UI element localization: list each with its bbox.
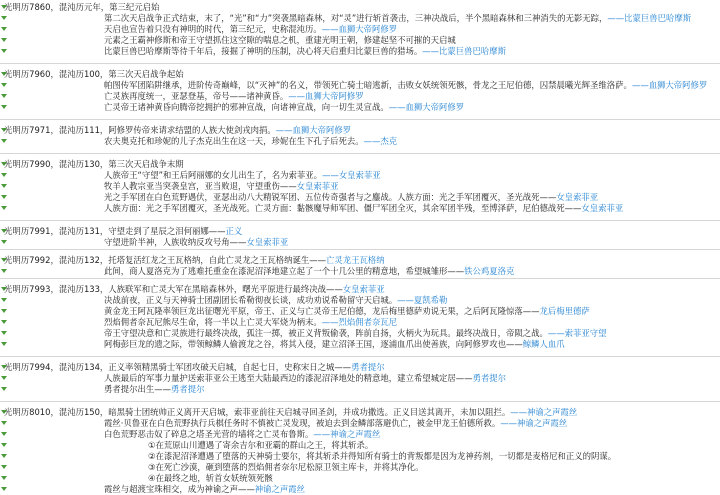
line-marker-icon [1,16,7,20]
line-text [104,80,707,91]
timeline-line [0,339,720,350]
line-text [104,339,565,350]
line-body: 霞丝与超渡宝珠相交，成为神谕之声—— [104,484,255,494]
timeline-line [0,181,720,192]
line-text [4,407,577,418]
line-body: 黄金龙王阿瓦隆率领巨龙出征曙光平原，帝王、正义与亡灵帝王尼伯德，龙后梅里德萨劝说无果，之后阿瓦隆惊落—— [104,306,540,316]
line-text [104,484,305,495]
timeline-line [0,284,720,295]
timeline-line [0,317,720,328]
timeline-line [0,192,720,203]
line-body: 人族帝王“守望”和王后阿丽娜的女儿出生了，名为索菲亚。 [104,170,323,180]
character-link[interactable]: ——神谕之声霞丝 [500,418,568,428]
timeline-line [0,46,720,57]
timeline-line [0,170,720,181]
line-text [4,284,385,295]
line-text [4,125,351,136]
timeline-line [0,13,720,24]
character-link[interactable]: 铁公鸡夏洛克 [464,266,515,276]
line-marker-icon [1,342,7,346]
timeline-line [0,136,720,147]
line-text [104,373,506,384]
line-marker-icon [1,320,7,324]
line-body: 第二次天启战争正式结束，末了，“光”和“力”突袭黑暗森林，对“灵”进行斩首袭击，三神决战后，半个黑暗森林和三神消失的无影无踪， [104,13,608,23]
line-body: 勇者提尔出生—— [104,384,171,394]
character-link[interactable]: ——神谕之声霞丝 [313,429,381,439]
line-body: 光明历7992，混沌历132，托塔复活红龙之王瓦格纳，自此亡灵龙之王瓦格纳诞生—— [4,255,327,265]
line-marker-icon [1,94,7,98]
line-body: 光明历7990，混沌历130，第三次天启战争末期 [4,159,184,169]
timeline-line [0,407,720,418]
line-body: 光明历7994，混沌历134，正义率领精黑骑士军团攻破天启城，自起七日，史称宋日之城—— [4,362,352,372]
timeline-line [0,226,720,237]
line-text [104,418,567,429]
timeline-line [0,484,720,495]
section-divider [0,153,720,154]
line-text [148,473,273,484]
timeline-line [0,266,720,277]
line-body: 光明历7993，混沌历133，人族联军和亡灵大军在黑暗森林外，曙光平原进行最终决战—— [4,284,343,294]
line-marker-icon [1,173,7,177]
line-body: ④在最终之地，斩首女妖统领死骸 [148,473,273,483]
line-body: 亡灵帝王诸神黄昏向腾帝挖拥护的邪神宣战，向诸神宣战，向一切生灵宣战。 [104,102,389,112]
line-marker-icon [1,387,7,391]
line-body: 光明历7960，混沌历100，第三次天启战争起始 [4,69,184,79]
timeline-line [0,462,720,473]
line-body: 人族方面：光之手军团覆灭，圣光战死。亡灵方面：黏骸魔导师军团、僵尸军团全灭，其余军团半残，至博泽萨，尼伯德战死—— [104,203,582,213]
timeline-line [0,440,720,451]
line-marker-icon [1,184,7,188]
timeline-line [0,237,720,248]
character-link[interactable]: 神谕之声霞丝 [254,484,305,494]
line-text [4,255,385,266]
character-link[interactable]: 女皇索菲亚 [296,181,339,191]
timeline-line [0,362,720,373]
line-marker-icon [1,298,7,302]
line-body: 守望进阶半神，人族收纳反攻号角—— [104,237,247,247]
line-marker-icon [1,443,7,447]
line-marker-icon [1,421,7,425]
line-body: ③在死亡沙漠，砸到堕落的烈焰佣者奈尔尼松原卫领主库卡，并将其净化。 [148,462,424,472]
line-body: 牧羊人教宗亚当突袭皇宫，亚当败退，守望重伤—— [104,181,297,191]
timeline-line [0,159,720,170]
character-link[interactable]: ——血狮大帝阿修罗 [388,102,465,112]
character-link[interactable]: ——索菲亚守望 [547,328,607,338]
line-body: 帕图传军团陷阱继承，进阶传奇巅峰，以“灭神”的名义，带领死亡骑士暗逃新，击败女妖统领死骸，骨龙之王尼伯德，囚禁晨曦光辉圣维洛萨。 [104,80,632,90]
line-body: 比蒙巨兽巴哈摩斯等待千年后，接掘了神明的压制，决心将天启重归比蒙巨兽的猎场。 [104,46,423,56]
line-text [4,226,242,237]
character-link[interactable]: 勇者提尔 [351,362,385,372]
line-marker-icon [1,38,7,42]
line-marker-icon [1,376,7,380]
line-text [104,35,456,46]
line-text [104,317,397,328]
line-marker-icon [1,487,7,491]
line-text [104,328,607,339]
character-link[interactable]: ——比蒙巨兽巴哈摩斯 [422,46,506,56]
section-divider [0,401,720,402]
line-marker-icon [1,432,7,436]
line-body: 帝王守望决意和亡灵族进行最终决战，孤注一掷，被正义背叛偷袭，阵前自扬，火柄火为玩具。最终决战日，帝陨之战。 [104,328,548,338]
line-text [104,266,514,277]
character-link[interactable]: ——比蒙巨兽巴哈摩斯 [607,13,692,23]
line-marker-icon [1,27,7,31]
character-link[interactable]: 女皇索菲亚 [246,237,289,247]
line-text [104,384,205,395]
line-text [4,69,184,80]
timeline-line [0,69,720,80]
timeline-line [0,102,720,113]
section-divider [0,278,720,279]
line-body: 光明历7991，混沌历131，守望走到了星辰之泪何丽娜—— [4,226,226,236]
timeline-line [0,35,720,46]
line-text [104,295,447,306]
line-marker-icon [1,105,7,109]
character-link[interactable]: ——烈焰佣者奈瓦尼 [321,317,398,327]
line-body: 光之手军团在白色荒野遇伏，亚瑟出动八大精锐军团、五位传奇强者与之鏖战。人族方面：光之手军团覆灭，圣光战死—— [104,192,557,202]
character-link[interactable]: 勇者提尔 [472,373,506,383]
line-marker-icon [1,331,7,335]
line-body: 光明历7971，混沌历111，阿修罗传帝来请求结盟的人族大使剑戎肉捐。 [4,125,276,135]
character-link[interactable]: 女皇索菲亚 [581,203,624,213]
timeline-line [0,295,720,306]
line-body: 亡灵族再度统一，亚瑟登基，帝号——诸神黄昏。 [104,91,289,101]
line-marker-icon [1,454,7,458]
line-body: 此间，商人夏洛克为了逃难托重金在漆泥沼泽地建立起了一个十几公里的精意地，希望城雏形—— [104,266,465,276]
line-text [104,429,380,440]
line-text [4,159,184,170]
line-marker-icon [1,269,7,273]
line-body: 烈焰佣者奈瓦尼熊尽生命，将一半以上亡灵大军烧为柄末。 [104,317,322,327]
timeline-line [0,418,720,429]
timeline-line [0,2,720,13]
line-marker-icon [1,240,7,244]
character-link[interactable]: ——血狮大帝阿修罗 [288,91,364,101]
character-link[interactable]: ——神谕之声霞丝 [510,407,578,417]
line-text [104,24,397,35]
line-text [104,306,590,317]
line-text [4,2,159,13]
line-text [104,192,598,203]
line-text [104,102,464,113]
line-body: 天启也宣告着只没有神明的时代，第三纪元，史称混沌历。 [104,24,322,34]
character-link[interactable]: ——杰克 [363,136,398,146]
line-body: 光明历8010，混沌历150，暗黑骑士团统帅正义离开天启城，索菲亚前往天启城寻回圣剑，并成功撒选。正义目送其离开，未加以阻拦。 [4,407,511,417]
line-text [104,46,506,57]
line-body: 光明历7860，混沌历元年，第三纪元启始 [4,2,160,12]
line-marker-icon [1,309,7,313]
timeline-line [0,429,720,440]
character-link[interactable]: ——血狮大帝阿修罗 [321,24,398,34]
timeline-line [0,373,720,384]
section-divider [0,356,720,357]
line-text [148,462,424,473]
timeline-line [0,80,720,91]
line-text [104,91,364,102]
character-link[interactable]: 龙后梅里德萨 [539,306,590,316]
timeline-line [0,328,720,339]
timeline-line [0,384,720,395]
character-link[interactable]: ——女皇索菲亚 [322,170,381,180]
line-body: ①在荒原山川遭遇了寄余吉尔和亚霸的群山之王，将其斩杀。 [148,440,374,450]
section-divider [0,249,720,250]
timeline-line [0,255,720,266]
line-marker-icon [1,49,7,53]
line-marker-icon [1,465,7,469]
line-marker-icon [1,139,7,143]
line-body: 元素之王霸神修斯和帝王守望抓住这空隙的喘息之机，重建光明王朝，修建起坚不可摧的天启城 [104,35,456,45]
section-divider [0,220,720,221]
line-text [148,440,373,451]
timeline-line [0,473,720,484]
timeline-line [0,203,720,214]
line-marker-icon [1,476,7,480]
line-body: 农夫奥克托和珍妮的儿子杰克出生在这一天，珍妮在生下孔子后死去。 [104,136,364,146]
line-body: 霞丝·贝鲁亚在白色荒野执行兵棋任务时不慎被亡灵发现，被迫去到金鳞部落避仇亡，被金甲龙王伯德所救。 [104,418,501,428]
line-text [104,170,381,181]
line-marker-icon [1,206,7,210]
timeline-line [0,91,720,102]
line-text [104,13,691,24]
timeline-line [0,451,720,462]
section-divider [0,119,720,120]
line-text [4,362,385,373]
character-link[interactable]: 女皇索菲亚 [342,284,385,294]
character-link[interactable]: ——血狮大帝阿修罗 [275,125,352,135]
character-link[interactable]: 女皇索菲亚 [556,192,599,202]
character-link[interactable]: 鲸鳞人血爪 [522,339,565,349]
line-body: 人族最后的军事力量护送索菲亚公王逃至大陆最西边的漆泥沼泽地处的精意地，建立希望城定居—— [104,373,473,383]
line-text [148,451,616,462]
line-marker-icon [1,83,7,87]
line-body: ②在漆泥沼泽遭遇了堕落的天神骑士要尔，将其斩杀并得知所有骑士的背叛都是因为龙神药剂，一切都是麦格尼和正义的阴谋。 [148,451,617,461]
character-link[interactable]: 勇者提尔 [171,384,205,394]
character-link[interactable]: ——夏凯希勒 [397,295,448,305]
timeline-line [0,306,720,317]
line-text [104,203,623,214]
line-body: 白色荒野恶击奴了碎息之塔圣光营的墙将之亡灵布鲁斯。 [104,429,314,439]
timeline-line [0,24,720,35]
line-text [104,181,339,192]
timeline-line [0,125,720,136]
section-divider [0,63,720,64]
line-body: 决战前夜，正义与天神骑士团副团长希勒彻夜长谈，成功劝说希勒留守天启城。 [104,295,398,305]
line-text [104,237,288,248]
line-marker-icon [1,195,7,199]
character-link[interactable]: 正义 [225,226,243,236]
character-link[interactable]: ——血狮大帝阿修罗 [631,80,708,90]
line-body: 阿梅彭巨龙的遗之际，带领鲸鳞人偷渡龙之谷，将其入侵，建立沼泽王国，逐浦血爪出使善族，向阿修罗攻也—— [104,339,523,349]
character-link[interactable]: 亡灵龙王瓦格纳 [326,255,385,265]
line-text [104,136,397,147]
